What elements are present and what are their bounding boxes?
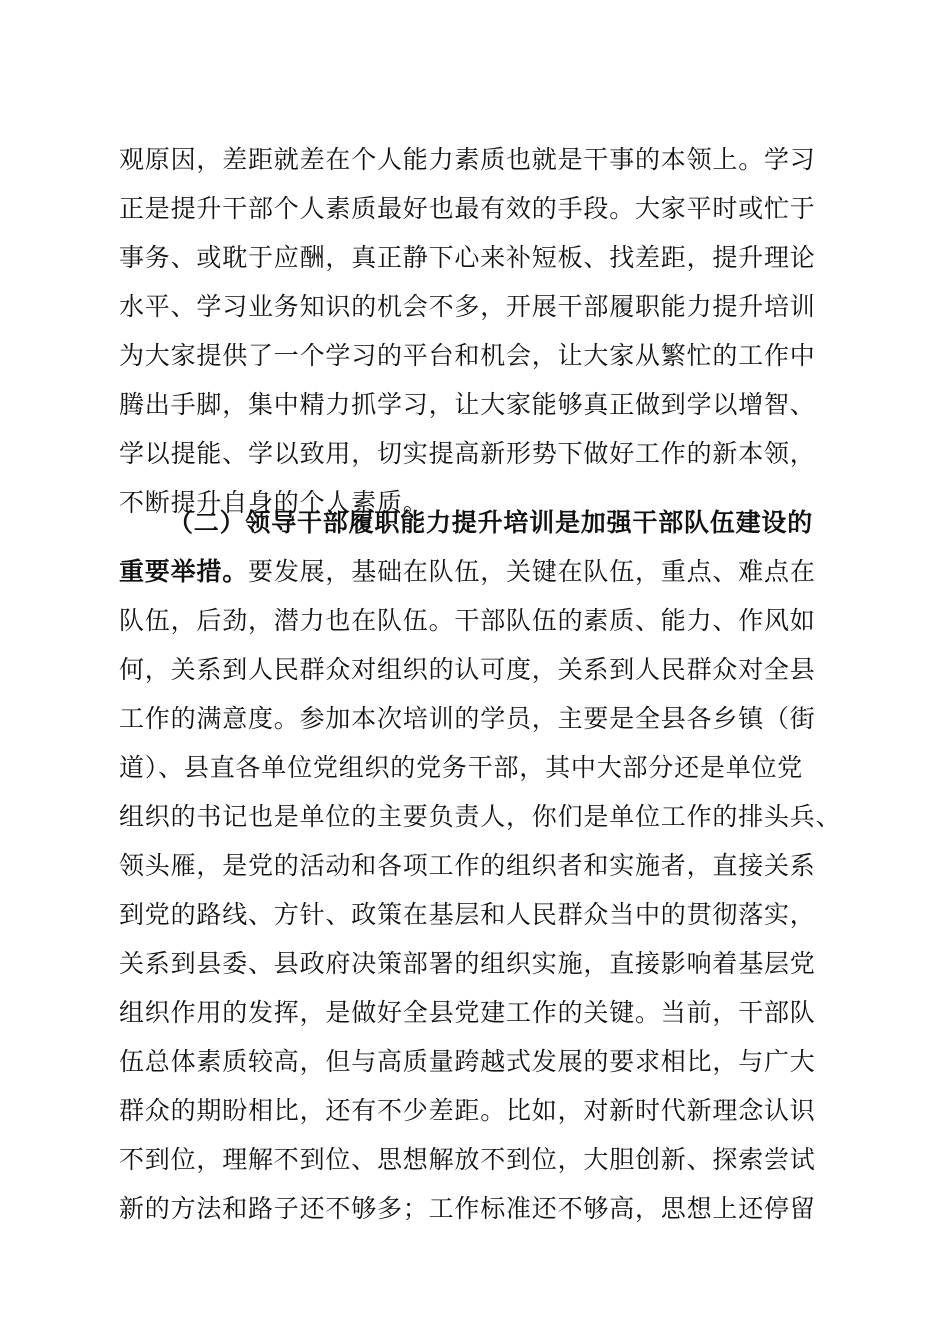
paragraph-line: 不到位，理解不到位、思想解放不到位，大胆创新、探索尝试: [119, 1145, 816, 1174]
paragraph-line: 关系到县委、县政府决策部署的组织实施，直接影响着基层党: [119, 949, 816, 978]
paragraph-line: 水平、学习业务知识的机会不多，开展干部履职能力提升培训: [119, 292, 816, 321]
paragraph-line: 腾出手脚，集中精力抓学习，让大家能够真正做到学以增智、: [119, 390, 816, 419]
paragraph-line: 队伍，后劲，潜力也在队伍。干部队伍的素质、能力、作风如: [119, 606, 816, 635]
paragraph-line: 不断提升自身的个人素质。: [119, 488, 429, 517]
paragraph-line: 为大家提供了一个学习的平台和机会，让大家从繁忙的工作中: [119, 341, 816, 370]
section-heading-line: [119, 552, 816, 592]
paragraph-line: 道）、县直各单位党组织的党务干部，其中大部分还是单位党: [119, 753, 804, 782]
paragraph-line: 何，关系到人民群众对组织的认可度，关系到人民群众对全县: [119, 655, 816, 684]
paragraph-line: 领头雁，是党的活动和各项工作的组织者和实施者，直接关系: [119, 851, 816, 880]
section-heading: （二）领导干部履职能力提升培训是加强干部队伍建设的: [168, 508, 814, 537]
paragraph-line: 学以提能、学以致用，切实提高新形势下做好工作的新本领，: [119, 439, 816, 468]
paragraph-line: 到党的路线、方针、政策在基层和人民群众当中的贯彻落实，: [119, 900, 816, 929]
paragraph-line: 新的方法和路子还不够多；工作标准还不够高，思想上还停留: [119, 1194, 816, 1223]
paragraph-line: 群众的期盼相比，还有不少差距。比如，对新时代新理念认识: [119, 1096, 816, 1125]
paragraph-line: 观原因，差距就差在个人能力素质也就是干事的本领上。学习: [119, 145, 816, 174]
paragraph-line-text: 要发展，基础在队伍，关键在队伍，重点、难点在: [248, 557, 816, 586]
paragraph-line: 伍总体素质较高，但与高质量跨越式发展的要求相比，与广大: [119, 1047, 816, 1076]
section-heading-end: 重要举措。: [119, 557, 249, 586]
paragraph-line: 事务、或耽于应酬，真正静下心来补短板、找差距，提升理论: [119, 243, 816, 272]
paragraph-line: 正是提升干部个人素质最好也最有效的手段。大家平时或忙于: [119, 194, 816, 223]
paragraph-line: 组织作用的发挥，是做好全县党建工作的关键。当前，干部队: [119, 998, 816, 1027]
paragraph-line: 组织的书记也是单位的主要负责人，你们是单位工作的排头兵、: [119, 802, 842, 831]
paragraph-line: 工作的满意度。参加本次培训的学员，主要是全县各乡镇（街: [119, 704, 816, 733]
